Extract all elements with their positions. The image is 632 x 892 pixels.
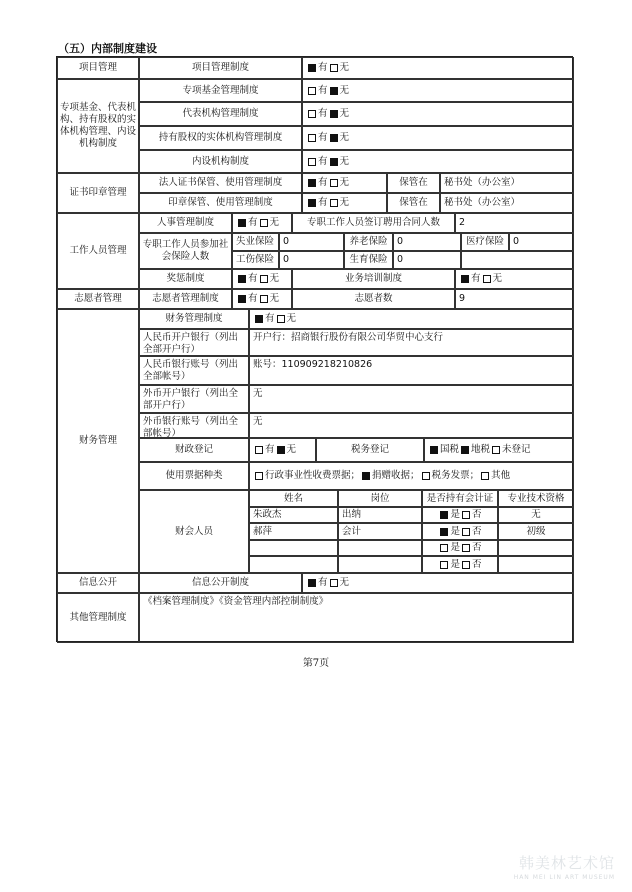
- pension-value: 0: [393, 233, 461, 251]
- no-checkbox[interactable]: [277, 315, 285, 323]
- maternity-value: 0: [393, 251, 461, 269]
- yes-checkbox[interactable]: [308, 134, 316, 142]
- volunteer-count: 9: [455, 289, 574, 309]
- seal-stamp-place: 秘书处（办公室）: [440, 193, 574, 213]
- unregistered-checkbox[interactable]: [492, 446, 500, 454]
- staff-row-qual: [498, 540, 574, 556]
- pension-label: 养老保险: [344, 233, 393, 251]
- entity-row-choice: 有 无: [302, 126, 574, 150]
- finance-system-label: 财务管理制度: [139, 309, 249, 329]
- internal-org-row-label: 内设机构制度: [139, 150, 302, 173]
- internal-system-table: [56, 56, 573, 642]
- no-checkbox[interactable]: [462, 528, 470, 536]
- rmb-bank-label: 人民币开户银行（列出全部开户行）: [139, 329, 249, 356]
- contract-value: 2: [455, 213, 574, 233]
- section-title: （五）内部制度建设: [58, 42, 157, 55]
- tax-invoice-checkbox[interactable]: [422, 472, 430, 480]
- page-number: 第7页: [302, 658, 330, 669]
- admin-fee-checkbox[interactable]: [255, 472, 263, 480]
- fiscal-choice: 有 无: [249, 438, 316, 462]
- staff-row-name: 朱政杰: [249, 507, 338, 523]
- fx-account-label: 外币银行账号（列出全部帐号）: [139, 413, 249, 438]
- yes-checkbox[interactable]: [238, 295, 246, 303]
- staff-col-cert: 是否持有会计证: [422, 490, 498, 507]
- info-system-choice: 有 无: [302, 573, 574, 593]
- fx-account-value: 无: [249, 413, 574, 438]
- unemployment-label: 失业保险: [232, 233, 279, 251]
- staff-row-cert: 是 否: [422, 507, 498, 523]
- yes-checkbox[interactable]: [440, 544, 448, 552]
- volunteer-header: 志愿者管理: [57, 289, 139, 309]
- yes-checkbox[interactable]: [308, 158, 316, 166]
- no-checkbox[interactable]: [330, 199, 338, 207]
- staff-row-qual: 初级: [498, 523, 574, 540]
- watermark-logo-text: 韩美林艺术馆: [518, 854, 615, 872]
- fiscal-label: 财政登记: [139, 438, 249, 462]
- special-fund-row-label: 专项基金管理制度: [139, 79, 302, 102]
- reward-label: 奖惩制度: [139, 269, 232, 289]
- staff-row-qual: [498, 556, 574, 573]
- finance-system-choice: 有 无: [249, 309, 574, 329]
- yes-checkbox[interactable]: [308, 199, 316, 207]
- rmb-account-value: 账号：110909218210826: [249, 356, 574, 385]
- staff-row-name: [249, 556, 338, 573]
- volunteer-system-label: 志愿者管理制度: [139, 289, 232, 309]
- personnel-label: 人事管理制度: [139, 213, 232, 233]
- staff-row-cert: 是 否: [422, 523, 498, 540]
- staff-row-post: [338, 540, 422, 556]
- seal-header: 证书印章管理: [57, 173, 139, 213]
- rep-office-row-choice: 有 无: [302, 102, 574, 126]
- tax-label: 税务登记: [316, 438, 424, 462]
- tax-choice: 国税 地税 未登记: [424, 438, 574, 462]
- yes-checkbox[interactable]: [440, 561, 448, 569]
- seal-cert-label: 法人证书保管、使用管理制度: [139, 173, 302, 193]
- yes-checkbox[interactable]: [308, 87, 316, 95]
- invoice-label: 使用票据种类: [139, 462, 249, 490]
- staff-row-name: [249, 540, 338, 556]
- yes-checkbox[interactable]: [440, 511, 448, 519]
- staff-col-name: 姓名: [249, 490, 338, 507]
- staff-row-post: [338, 556, 422, 573]
- project-choice: 有 无: [302, 57, 574, 79]
- seal-stamp-choice: 有 无: [302, 193, 387, 213]
- staff-row-name: 郝萍: [249, 523, 338, 540]
- no-checkbox[interactable]: [330, 158, 338, 166]
- watermark-english-text: HAN MEI LIN ART MUSEUM: [513, 874, 615, 881]
- medical-label: 医疗保险: [461, 233, 509, 251]
- project-yes-checkbox[interactable]: [308, 64, 316, 72]
- national-tax-checkbox[interactable]: [430, 446, 438, 454]
- seal-cert-choice: 有 无: [302, 173, 387, 193]
- injury-value: 0: [279, 251, 344, 269]
- injury-label: 工伤保险: [232, 251, 279, 269]
- no-checkbox[interactable]: [260, 295, 268, 303]
- yes-checkbox[interactable]: [440, 528, 448, 536]
- no-checkbox[interactable]: [462, 544, 470, 552]
- no-checkbox[interactable]: [330, 134, 338, 142]
- staff-row-cert: 是 否: [422, 540, 498, 556]
- personnel-choice: 有 无: [232, 213, 292, 233]
- special-fund-header: 专项基金、代表机构、持有股权的实体机构管理、内设机构制度: [57, 79, 139, 173]
- entity-row-label: 持有股权的实体机构管理制度: [139, 126, 302, 150]
- rmb-bank-value: 开户行：招商银行股份有限公司华贸中心支行: [249, 329, 574, 356]
- staff-col-post: 岗位: [338, 490, 422, 507]
- no-checkbox[interactable]: [462, 511, 470, 519]
- staff-row-post: 出纳: [338, 507, 422, 523]
- seal-cert-place: 秘书处（办公室）: [440, 173, 574, 193]
- yes-checkbox[interactable]: [255, 315, 263, 323]
- staff-row-qual: 无: [498, 507, 574, 523]
- contract-label: 专职工作人员签订聘用合同人数: [292, 213, 455, 233]
- no-checkbox[interactable]: [330, 87, 338, 95]
- no-checkbox[interactable]: [260, 275, 268, 283]
- insurance-label: 专职工作人员参加社会保险人数: [139, 233, 232, 269]
- volunteer-count-label: 志愿者数: [292, 289, 455, 309]
- fx-bank-label: 外币开户银行（列出全部开户行）: [139, 385, 249, 413]
- insurance-empty-cell: [461, 251, 574, 269]
- seal-stamp-label: 印章保管、使用管理制度: [139, 193, 302, 213]
- special-fund-row-choice: 有 无: [302, 79, 574, 102]
- staff-header: 工作人员管理: [57, 213, 139, 289]
- rmb-account-label: 人民币银行账号（列出全部帐号）: [139, 356, 249, 385]
- other-invoice-checkbox[interactable]: [481, 472, 489, 480]
- internal-org-row-choice: 有 无: [302, 150, 574, 173]
- yes-checkbox[interactable]: [461, 275, 469, 283]
- volunteer-system-choice: 有 无: [232, 289, 292, 309]
- no-checkbox[interactable]: [277, 446, 285, 454]
- other-value: 《档案管理制度》《资金管理内部控制制度》: [139, 593, 574, 643]
- yes-checkbox[interactable]: [308, 110, 316, 118]
- reward-choice: 有 无: [232, 269, 292, 289]
- staff-col-qual: 专业技术资格: [498, 490, 574, 507]
- seal-stamp-place-label: 保管在: [387, 193, 440, 213]
- project-no-checkbox[interactable]: [330, 64, 338, 72]
- medical-value: 0: [509, 233, 574, 251]
- finance-header: 财务管理: [57, 309, 139, 573]
- museum-watermark: [490, 852, 615, 886]
- maternity-label: 生育保险: [344, 251, 393, 269]
- staff-row-cert: 是 否: [422, 556, 498, 573]
- training-label: 业务培训制度: [292, 269, 455, 289]
- accounting-staff-label: 财会人员: [139, 490, 249, 573]
- yes-checkbox[interactable]: [308, 179, 316, 187]
- no-checkbox[interactable]: [260, 219, 268, 227]
- invoice-choice: 行政事业性收费票据 ； 捐赠收据 ； 税务发票 ； 其他: [249, 462, 574, 490]
- local-tax-checkbox[interactable]: [461, 446, 469, 454]
- info-header: 信息公开: [57, 573, 139, 593]
- rep-office-row-label: 代表机构管理制度: [139, 102, 302, 126]
- no-checkbox[interactable]: [483, 275, 491, 283]
- no-checkbox[interactable]: [462, 561, 470, 569]
- yes-checkbox[interactable]: [238, 219, 246, 227]
- project-header: 项目管理: [57, 57, 139, 79]
- no-checkbox[interactable]: [330, 579, 338, 587]
- training-choice: 有 无: [455, 269, 574, 289]
- no-checkbox[interactable]: [330, 179, 338, 187]
- yes-checkbox[interactable]: [238, 275, 246, 283]
- fx-bank-value: 无: [249, 385, 574, 413]
- yes-checkbox[interactable]: [255, 446, 263, 454]
- project-item-label: 项目管理制度: [139, 57, 302, 79]
- unemployment-value: 0: [279, 233, 344, 251]
- info-system-label: 信息公开制度: [139, 573, 302, 593]
- no-checkbox[interactable]: [330, 110, 338, 118]
- staff-row-post: 会计: [338, 523, 422, 540]
- donation-receipt-checkbox[interactable]: [362, 472, 370, 480]
- seal-cert-place-label: 保管在: [387, 173, 440, 193]
- yes-checkbox[interactable]: [308, 579, 316, 587]
- other-header: 其他管理制度: [57, 593, 139, 643]
